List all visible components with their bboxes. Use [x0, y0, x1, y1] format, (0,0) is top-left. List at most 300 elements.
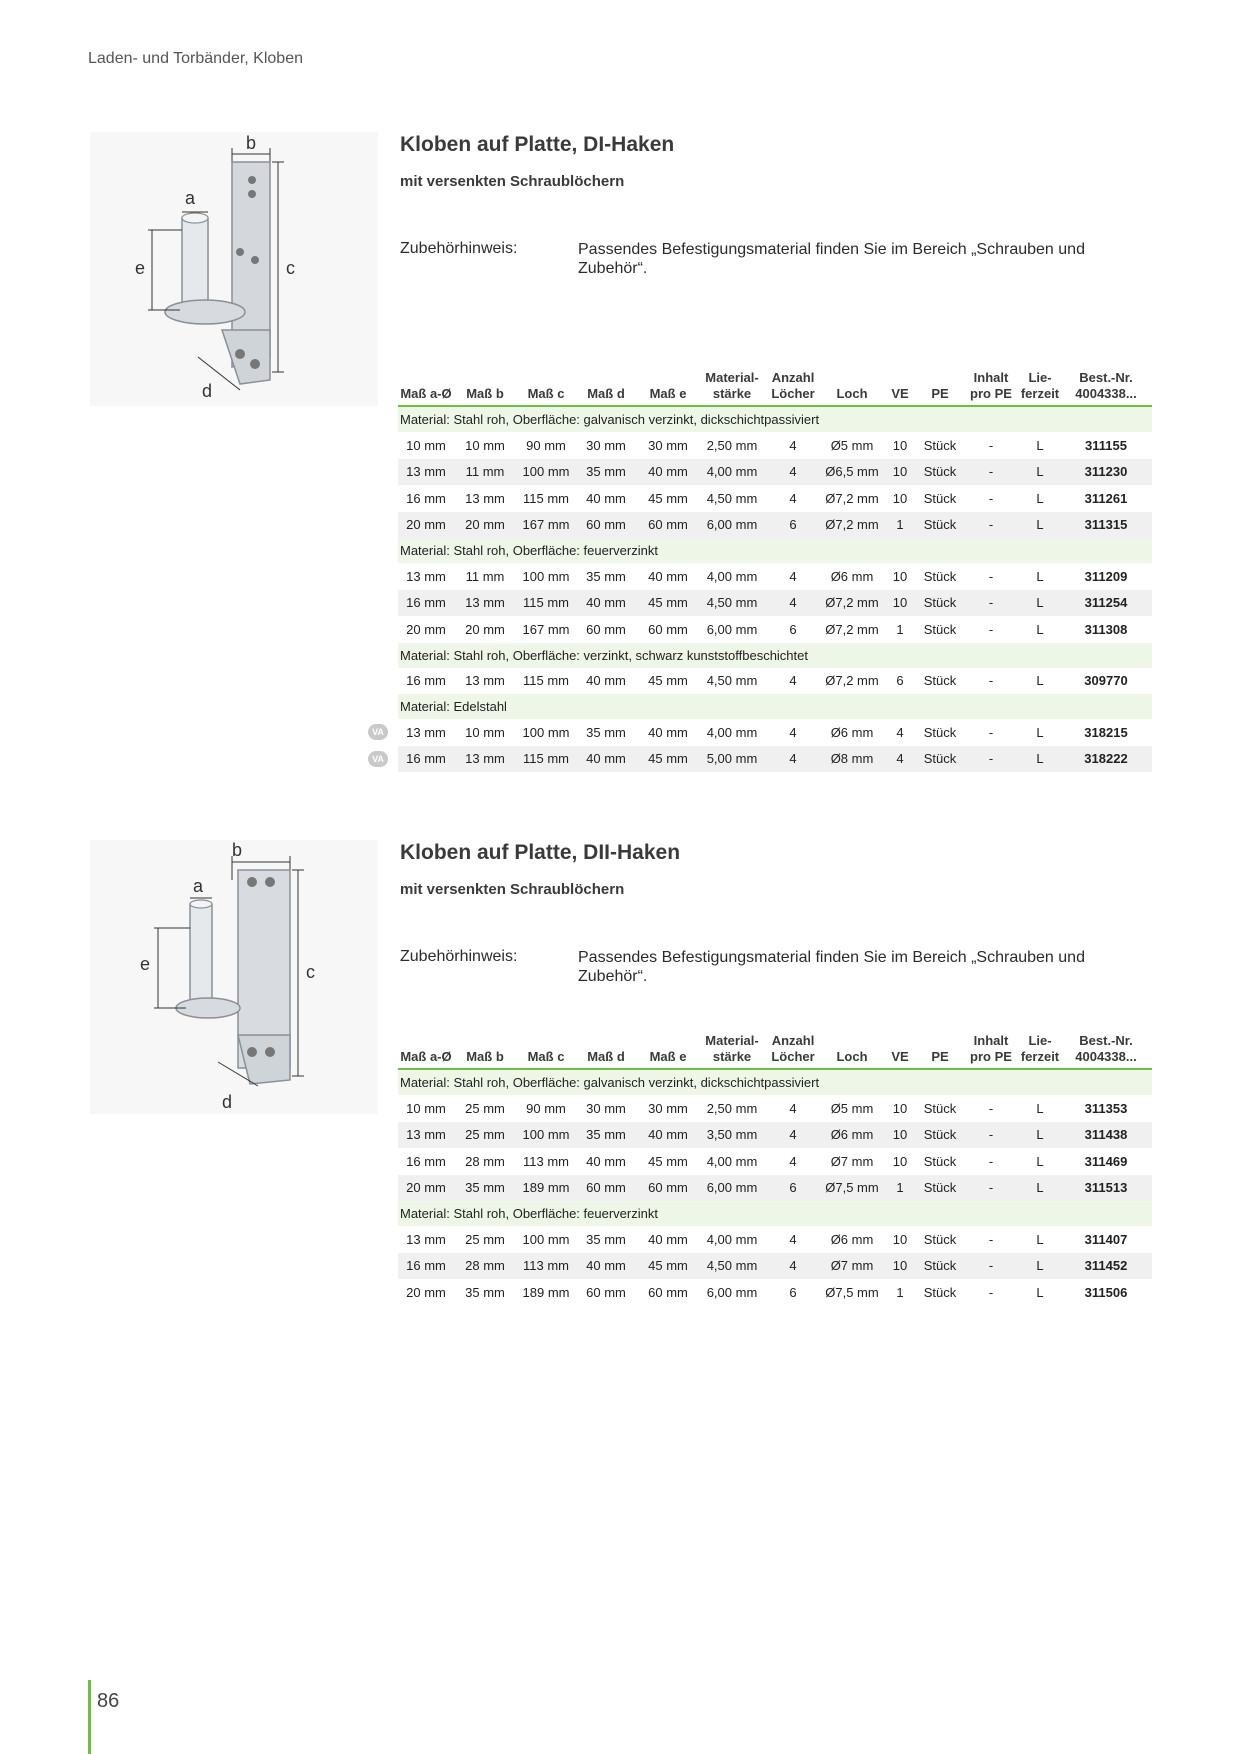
- table-cell: Stück: [923, 568, 957, 584]
- table-cell: Ø6 mm: [822, 1122, 882, 1149]
- table-cell: 1: [896, 621, 904, 637]
- table-cell: 45 mm: [648, 490, 688, 506]
- table-cell: Ø7,2 mm: [825, 673, 879, 689]
- table-cell: 13 mm: [465, 490, 505, 506]
- table-cell: Stück: [918, 1175, 962, 1202]
- table-cell: 10: [882, 1122, 918, 1149]
- product-drawing-di-haken: [90, 132, 378, 406]
- svg-text:e: e: [135, 258, 146, 278]
- table-row: [398, 485, 1152, 512]
- table-cell: 10 mm: [465, 437, 505, 453]
- svg-text:c: c: [306, 962, 315, 982]
- table-cell: -: [988, 437, 994, 453]
- table-cell: 35 mm: [454, 1175, 516, 1202]
- accessory-note-label: Zubehörhinweis:: [400, 948, 518, 965]
- column-header: [700, 370, 764, 406]
- table-row: [398, 512, 1152, 539]
- table-cell: 6,00 mm: [706, 621, 758, 637]
- table-cell: 311469: [1084, 1153, 1128, 1169]
- table-cell: 60 mm: [586, 621, 626, 637]
- material-section-row: [398, 1069, 1152, 1095]
- table-cell: 40 mm: [586, 1153, 626, 1169]
- column-header: [576, 370, 636, 406]
- table-cell: 115 mm: [516, 590, 576, 617]
- column-header: [882, 1033, 918, 1069]
- table-cell: Stück: [923, 437, 957, 453]
- table-cell: 189 mm: [522, 1284, 570, 1300]
- table-cell: 4: [789, 1153, 797, 1169]
- table-cell: 45 mm: [636, 746, 700, 773]
- column-header-line: Best.-Nr.: [1079, 370, 1133, 385]
- column-header-line: Maß e: [649, 1049, 687, 1064]
- table-cell: 10: [892, 437, 908, 453]
- table-cell: 115 mm: [516, 746, 576, 773]
- table-cell: 35 mm: [576, 459, 636, 486]
- table-cell: 28 mm: [465, 1153, 505, 1169]
- table-cell: L: [1036, 724, 1044, 740]
- table-cell: Ø7,2 mm: [822, 590, 882, 617]
- table-cell: 30 mm: [648, 437, 688, 453]
- table-cell: Stück: [923, 1100, 957, 1116]
- table-cell: Stück: [923, 621, 957, 637]
- material-label: Material: Edelstahl: [398, 694, 1152, 719]
- table-cell: 318215: [1084, 724, 1128, 740]
- table-cell: L: [1036, 437, 1044, 453]
- table-cell: 30 mm: [586, 437, 626, 453]
- table-cell: 20 mm: [406, 621, 446, 637]
- table-cell: L: [1020, 1253, 1060, 1280]
- table-cell: 4: [764, 746, 822, 773]
- table-cell: 40 mm: [586, 673, 626, 689]
- table-cell: 4: [764, 590, 822, 617]
- column-header: [636, 370, 700, 406]
- column-header: [962, 1033, 1020, 1069]
- column-header-line: VE: [891, 386, 909, 401]
- table-row: [398, 563, 1152, 590]
- table-cell: Stück: [923, 1153, 957, 1169]
- table-cell: Stück: [923, 1231, 957, 1247]
- column-header: [882, 370, 918, 406]
- column-header: [516, 370, 576, 406]
- table-cell: 60 mm: [648, 621, 688, 637]
- column-header: [700, 1033, 764, 1069]
- svg-text:b: b: [246, 133, 257, 153]
- table-cell: 100 mm: [516, 1122, 576, 1149]
- column-header-line: pro PE: [970, 386, 1012, 401]
- table-cell: 100 mm: [522, 724, 570, 740]
- table-cell: 311230: [1060, 459, 1152, 486]
- table-cell: 311254: [1060, 590, 1152, 617]
- table-cell: -: [988, 1100, 994, 1116]
- table-cell: 318222: [1060, 746, 1152, 773]
- table-cell: Stück: [918, 1253, 962, 1280]
- table-row: [398, 746, 1152, 773]
- column-header-line: Loch: [836, 386, 868, 401]
- table-cell: 6,00 mm: [706, 1284, 758, 1300]
- column-header-line: Inhalt: [973, 1033, 1009, 1048]
- table-cell: 4: [882, 746, 918, 773]
- table-cell: 13 mm: [465, 673, 505, 689]
- table-cell: 20 mm: [454, 512, 516, 539]
- table-cell: Stück: [923, 724, 957, 740]
- table-cell: 90 mm: [526, 437, 566, 453]
- svg-text:e: e: [140, 954, 151, 974]
- accessory-note-text: Passendes Befestigungsmaterial finden Sie im Bereich „Schrauben und Zubehör“.: [578, 949, 1085, 985]
- material-section-row: [398, 538, 1152, 563]
- table-cell: 4: [789, 568, 797, 584]
- table-row: [398, 1279, 1152, 1306]
- table-cell: L: [1020, 459, 1060, 486]
- table-cell: L: [1036, 1231, 1044, 1247]
- table-cell: 4: [789, 673, 797, 689]
- column-header: [962, 370, 1020, 406]
- cell-text: 13 mm: [406, 724, 446, 740]
- table-cell: Ø7,2 mm: [822, 512, 882, 539]
- column-header-line: ferzeit: [1020, 1049, 1060, 1064]
- table-cell: 6: [764, 1175, 822, 1202]
- table-cell: 311261: [1084, 490, 1128, 506]
- table-cell: 10: [882, 590, 918, 617]
- column-header-line: ferzeit: [1020, 386, 1060, 401]
- table-cell: 40 mm: [576, 1253, 636, 1280]
- column-header-line: Best.-Nr.: [1079, 1033, 1133, 1048]
- table-cell: L: [1020, 512, 1060, 539]
- table-cell: 6: [789, 621, 797, 637]
- table-cell: 115 mm: [523, 490, 569, 506]
- table-cell: L: [1036, 568, 1044, 584]
- table-cell: 309770: [1084, 673, 1128, 689]
- column-header-line: PE: [931, 1049, 949, 1064]
- table-cell: 40 mm: [648, 568, 688, 584]
- table-cell: 189 mm: [516, 1175, 576, 1202]
- table-cell: 35 mm: [465, 1284, 505, 1300]
- table-cell: 113 mm: [523, 1153, 569, 1169]
- table-row: [398, 1095, 1152, 1122]
- table-cell: 35 mm: [576, 1122, 636, 1149]
- table-row: [398, 616, 1152, 643]
- svg-text:a: a: [193, 876, 204, 896]
- table-cell: -: [962, 1253, 1020, 1280]
- table-cell: -: [962, 590, 1020, 617]
- table-cell: 311407: [1084, 1231, 1128, 1247]
- table-cell: Ø7,2 mm: [825, 621, 879, 637]
- table-cell: Ø7 mm: [822, 1253, 882, 1280]
- table-cell: 4: [896, 724, 904, 740]
- table-cell: 40 mm: [576, 746, 636, 773]
- table-cell: 25 mm: [454, 1122, 516, 1149]
- column-header: [576, 1033, 636, 1069]
- column-header: [764, 370, 822, 406]
- table-cell: [372, 746, 454, 773]
- table-cell: Ø5 mm: [830, 437, 874, 453]
- table-cell: 25 mm: [465, 1231, 505, 1247]
- table-cell: 35 mm: [586, 568, 626, 584]
- table-cell: 60 mm: [636, 512, 700, 539]
- column-header: [636, 1033, 700, 1069]
- table-cell: Stück: [918, 459, 962, 486]
- table-cell: 13 mm: [398, 459, 454, 486]
- column-header-line: Maß c: [527, 386, 565, 401]
- table-cell: 60 mm: [576, 512, 636, 539]
- table-cell: 20 mm: [465, 621, 505, 637]
- table-cell: 4: [789, 1231, 797, 1247]
- table-cell: 4: [789, 724, 797, 740]
- table-cell: 311353: [1084, 1100, 1128, 1116]
- table-cell: 311155: [1085, 437, 1127, 453]
- table-cell: 6: [789, 1284, 797, 1300]
- table-cell: 113 mm: [516, 1253, 576, 1280]
- product-drawing-dii-haken: [90, 840, 378, 1114]
- table-cell: 11 mm: [454, 459, 516, 486]
- table-cell: 30 mm: [648, 1100, 688, 1116]
- table-cell: 90 mm: [526, 1100, 566, 1116]
- table-cell: 1: [882, 1175, 918, 1202]
- table-row: [398, 719, 1152, 746]
- accessory-note-text: Passendes Befestigungsmaterial finden Sie im Bereich „Schrauben und Zubehör“.: [578, 241, 1085, 277]
- table-cell: 45 mm: [636, 1253, 700, 1280]
- table-row: [398, 1226, 1152, 1253]
- column-header-line: Löcher: [771, 1049, 815, 1064]
- table-cell: 16 mm: [406, 1153, 446, 1169]
- table-cell: 40 mm: [586, 490, 626, 506]
- accessory-note-label: Zubehörhinweis:: [400, 240, 518, 257]
- column-header-line: Maß b: [466, 1049, 504, 1064]
- table-cell: 30 mm: [586, 1100, 626, 1116]
- table-cell: 10 mm: [406, 1100, 446, 1116]
- table-cell: 16 mm: [398, 590, 454, 617]
- material-section-row: [398, 406, 1152, 432]
- table-cell: Ø8 mm: [822, 746, 882, 773]
- table-row: [398, 668, 1152, 695]
- column-header-line: VE: [891, 1049, 909, 1064]
- table-cell: 311308: [1084, 621, 1128, 637]
- table-cell: 10 mm: [406, 437, 446, 453]
- table-cell: L: [1020, 1122, 1060, 1149]
- material-label: Material: Stahl roh, Oberfläche: feuerverzinkt: [398, 538, 1152, 563]
- table-cell: 311315: [1060, 512, 1152, 539]
- table-cell: Stück: [923, 490, 957, 506]
- column-header: [822, 1033, 882, 1069]
- table-cell: 4,00 mm: [706, 568, 758, 584]
- table-cell: 1: [896, 1284, 904, 1300]
- table-cell: 40 mm: [648, 724, 688, 740]
- page-number-bar: [88, 1680, 91, 1754]
- table-cell: Ø7 mm: [830, 1153, 874, 1169]
- table-cell: -: [988, 1284, 994, 1300]
- product-table-di-haken: [372, 370, 1152, 772]
- table-cell: 60 mm: [586, 1284, 626, 1300]
- table-cell: 10: [892, 1100, 908, 1116]
- table-cell: 35 mm: [586, 724, 626, 740]
- table-cell: 311452: [1060, 1253, 1152, 1280]
- table-cell: 5,00 mm: [700, 746, 764, 773]
- table-cell: 4,50 mm: [706, 490, 758, 506]
- column-header-line: Maß a-Ø: [400, 386, 452, 401]
- table-cell: 60 mm: [576, 1175, 636, 1202]
- table-cell: 167 mm: [522, 621, 570, 637]
- table-cell: 4,00 mm: [706, 1153, 758, 1169]
- column-header-line: Anzahl: [771, 370, 815, 385]
- table-cell: 100 mm: [516, 459, 576, 486]
- column-header-line: Maß d: [587, 1049, 625, 1064]
- hinge-pin-illustration: [90, 132, 378, 406]
- svg-text:c: c: [286, 258, 295, 278]
- material-label: Material: Stahl roh, Oberfläche: feuerverzinkt: [398, 1201, 1152, 1226]
- table-cell: 40 mm: [648, 1231, 688, 1247]
- table-cell: 3,50 mm: [700, 1122, 764, 1149]
- table-cell: L: [1020, 590, 1060, 617]
- table-cell: Ø5 mm: [830, 1100, 874, 1116]
- product-table-wrapper: [372, 370, 1152, 772]
- material-label: Material: Stahl roh, Oberfläche: galvanisch verzinkt, dickschichtpassiviert: [398, 1069, 1152, 1095]
- column-header: [764, 1033, 822, 1069]
- material-label: Material: Stahl roh, Oberfläche: galvanisch verzinkt, dickschichtpassiviert: [398, 406, 1152, 432]
- table-cell: L: [1036, 1100, 1044, 1116]
- column-header: [918, 1033, 962, 1069]
- material-label: Material: Stahl roh, Oberfläche: verzinkt, schwarz kunststoffbeschichtet: [398, 643, 1152, 668]
- table-cell: Ø6 mm: [830, 1231, 874, 1247]
- column-header: [454, 370, 516, 406]
- table-cell: 13 mm: [454, 590, 516, 617]
- table-cell: L: [1036, 1284, 1044, 1300]
- stainless-steel-badge: VA: [368, 724, 388, 740]
- column-header-line: Lie-: [1028, 1033, 1052, 1048]
- table-cell: 4,00 mm: [706, 1231, 758, 1247]
- column-header: [918, 370, 962, 406]
- table-cell: Stück: [918, 746, 962, 773]
- column-header-line: Maß c: [527, 1049, 565, 1064]
- column-header-line: Maß d: [587, 386, 625, 401]
- table-cell: 6,00 mm: [700, 512, 764, 539]
- table-cell: 45 mm: [648, 1153, 688, 1169]
- column-header-line: Material-: [705, 370, 759, 385]
- table-cell: 35 mm: [586, 1231, 626, 1247]
- table-row: [398, 432, 1152, 459]
- column-header-line: Maß e: [649, 386, 687, 401]
- table-cell: L: [1036, 621, 1044, 637]
- column-header-line: 4004338...: [1075, 1049, 1137, 1064]
- svg-text:d: d: [222, 1092, 233, 1112]
- column-header: [398, 370, 454, 406]
- table-cell: 2,50 mm: [706, 437, 758, 453]
- column-header-line: 4004338...: [1075, 386, 1137, 401]
- product-table-wrapper: [398, 1033, 1152, 1306]
- table-cell: -: [962, 746, 1020, 773]
- column-header-line: Anzahl: [771, 1033, 815, 1048]
- column-header-line: Material-: [705, 1033, 759, 1048]
- product-title: Kloben auf Platte, DI-Haken: [400, 133, 675, 156]
- column-header-line: pro PE: [970, 1049, 1012, 1064]
- table-cell: 10: [892, 490, 908, 506]
- table-cell: 13 mm: [406, 1231, 446, 1247]
- table-cell: L: [1020, 746, 1060, 773]
- table-cell: 45 mm: [648, 673, 688, 689]
- table-row: [398, 1148, 1152, 1175]
- table-cell: 10: [892, 1231, 908, 1247]
- table-cell: 40 mm: [636, 1122, 700, 1149]
- table-cell: Ø7,5 mm: [822, 1175, 882, 1202]
- table-cell: -: [988, 621, 994, 637]
- table-cell: 10: [892, 1153, 908, 1169]
- column-header-line: Loch: [836, 1049, 868, 1064]
- table-row: [398, 1175, 1152, 1202]
- column-header: [398, 1033, 454, 1069]
- material-section-row: [398, 643, 1152, 668]
- column-header: [1060, 1033, 1152, 1069]
- product-subtitle: mit versenkten Schraublöchern: [400, 173, 625, 190]
- column-header-line: Maß a-Ø: [400, 1049, 452, 1064]
- column-header-line: Lie-: [1028, 370, 1052, 385]
- table-cell: 4: [789, 437, 797, 453]
- table-cell: -: [988, 673, 994, 689]
- table-cell: 4,50 mm: [700, 590, 764, 617]
- table-cell: 28 mm: [454, 1253, 516, 1280]
- table-row: [398, 590, 1152, 617]
- table-cell: 311513: [1060, 1175, 1152, 1202]
- table-cell: 4: [764, 1122, 822, 1149]
- table-cell: 20 mm: [406, 1284, 446, 1300]
- hinge-pin-illustration: [90, 840, 378, 1114]
- table-cell: 25 mm: [465, 1100, 505, 1116]
- page-header: Laden- und Torbänder, Kloben: [88, 50, 303, 67]
- table-cell: 40 mm: [636, 459, 700, 486]
- table-cell: -: [962, 1122, 1020, 1149]
- column-header-line: Maß b: [466, 386, 504, 401]
- table-cell: 16 mm: [406, 673, 446, 689]
- material-section-row: [398, 694, 1152, 719]
- table-cell: 4,00 mm: [700, 459, 764, 486]
- table-cell: -: [988, 490, 994, 506]
- column-header-line: Löcher: [771, 386, 815, 401]
- table-cell: 45 mm: [636, 590, 700, 617]
- stainless-steel-badge: VA: [368, 751, 388, 767]
- table-cell: Ø6,5 mm: [822, 459, 882, 486]
- table-cell: 311209: [1084, 568, 1128, 584]
- product-table-dii-haken: [398, 1033, 1152, 1306]
- column-header: [1020, 370, 1060, 406]
- table-cell: -: [962, 1175, 1020, 1202]
- table-cell: L: [1020, 1175, 1060, 1202]
- table-cell: 311438: [1060, 1122, 1152, 1149]
- column-header: [516, 1033, 576, 1069]
- table-cell: 60 mm: [648, 1284, 688, 1300]
- table-cell: 115 mm: [523, 673, 569, 689]
- table-cell: 4,50 mm: [700, 1253, 764, 1280]
- table-cell: 4: [789, 490, 797, 506]
- table-cell: 13 mm: [454, 746, 516, 773]
- table-cell: -: [962, 512, 1020, 539]
- table-cell: 6,00 mm: [700, 1175, 764, 1202]
- table-cell: -: [988, 724, 994, 740]
- table-cell: L: [1036, 673, 1044, 689]
- table-cell: 4,50 mm: [706, 673, 758, 689]
- table-cell: 10 mm: [465, 724, 505, 740]
- table-cell: 100 mm: [522, 568, 570, 584]
- table-cell: Ø7,5 mm: [825, 1284, 879, 1300]
- table-cell: Stück: [918, 590, 962, 617]
- table-cell: 20 mm: [398, 512, 454, 539]
- table-cell: 167 mm: [516, 512, 576, 539]
- table-cell: 2,50 mm: [706, 1100, 758, 1116]
- table-cell: [372, 719, 454, 746]
- table-cell: -: [988, 1153, 994, 1169]
- column-header-line: stärke: [712, 1049, 752, 1064]
- table-cell: 13 mm: [406, 568, 446, 584]
- table-cell: 1: [882, 512, 918, 539]
- column-header: [1060, 370, 1152, 406]
- table-row: [398, 1253, 1152, 1280]
- table-cell: Stück: [918, 512, 962, 539]
